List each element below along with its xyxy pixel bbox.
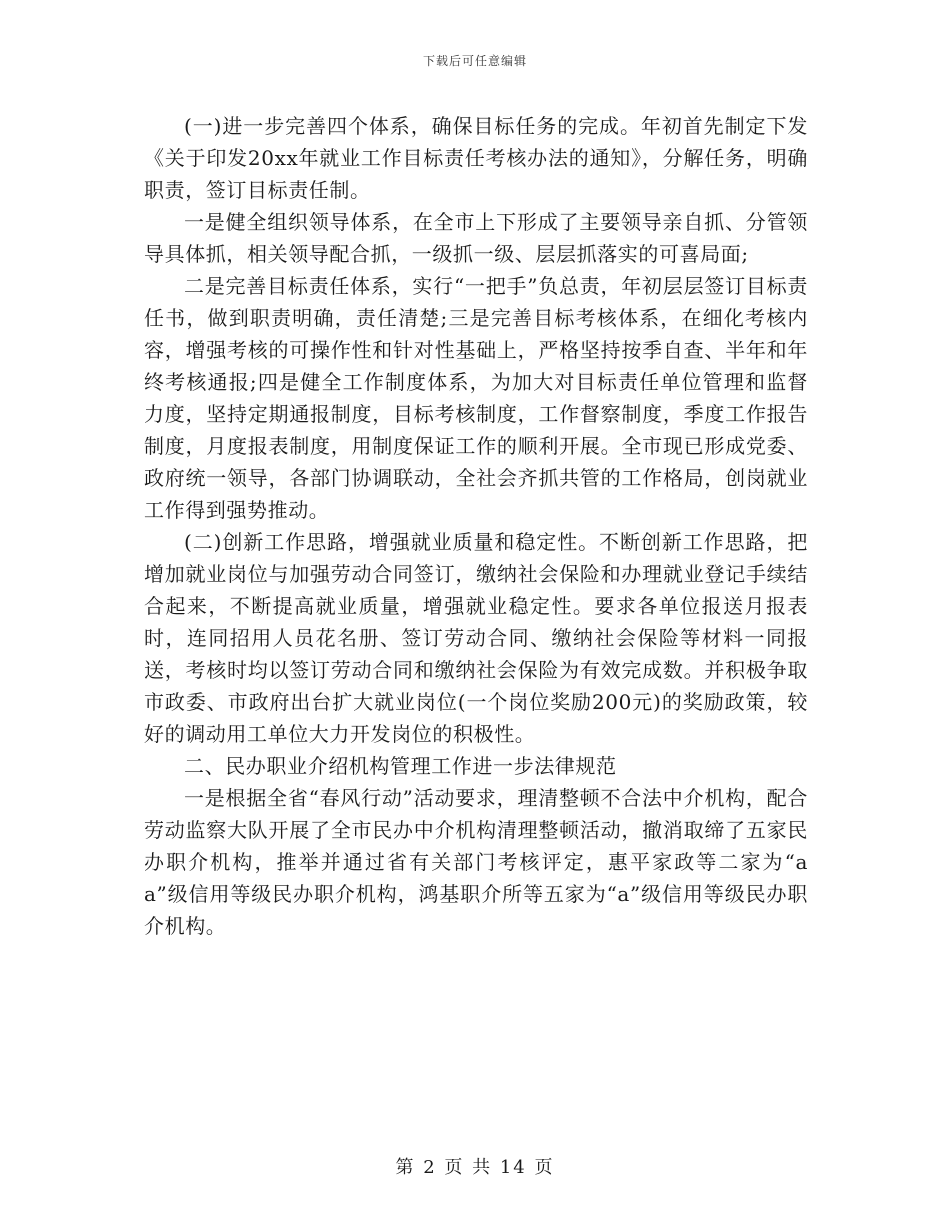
page-header-note: 下载后可任意编辑 [422, 54, 527, 68]
paragraph-responsibility-system: 二是完善目标责任体系，实行“一把手”负总责，年初层层签订目标责任书，做到职责明确，责任清楚;三是完善目标考核体系，在细化考核内容，增强考核的可操作性和针对性基础上，严格坚持按季自查、半年和年终考核通报;四是健全工作制度体系，为加大对目标责任单位管理和监督力度，坚持定期通报制度，目标考核制度，工作督察制度，季度工作报告制度，月度报表制度，用制度保证工作的顺利开展。全市现已形成党委、政府统一领导，各部门协调联动，全社会齐抓共管的工作格局，创岗就业工作得到强势推动。 [144, 274, 808, 522]
paragraph-section-two: (二)创新工作思路，增强就业质量和稳定性。不断创新工作思路，把增加就业岗位与加强劳动合同签订，缴纳社会保险和办理就业登记手续结合起来，不断提高就业质量，增强就业稳定性。要求各单位报送月报表时，连同招用人员花名册、签订劳动合同、缴纳社会保险等材料一同报送，考核时均以签订劳动合同和缴纳社会保险为有效完成数。并积极争取市政委、市政府出台扩大就业岗位(一个岗位奖励200元)的奖励政策，较好的调动用工单位大力开发岗位的积极性。 [144, 530, 808, 746]
paragraph-section-one: (一)进一步完善四个体系，确保目标任务的完成。年初首先制定下发《关于印发20xx年就业工作目标责任考核办法的通知》，分解任务，明确职责，签订目标责任制。 [144, 114, 808, 202]
page-number: 第 2 页 共 14 页 [395, 1157, 555, 1178]
paragraph-heading-private-agencies: 二、民办职业介绍机构管理工作进一步法律规范 [184, 754, 617, 778]
document-body [144, 110, 808, 942]
paragraph-spring-breeze-action: 一是根据全省“春风行动”活动要求，理清整顿不合法中介机构，配合劳动监察大队开展了全市民办中介机构清理整顿活动，撤消取缔了五家民办职介机构，推举并通过省有关部门考核评定，惠平家政等二家为“aa”级信用等级民办职介机构，鸿基职介所等五家为“a”级信用等级民办职介机构。 [144, 786, 808, 938]
paragraph-organization-system: 一是健全组织领导体系，在全市上下形成了主要领导亲自抓、分管领导具体抓，相关领导配合抓，一级抓一级、层层抓落实的可喜局面; [144, 210, 808, 266]
